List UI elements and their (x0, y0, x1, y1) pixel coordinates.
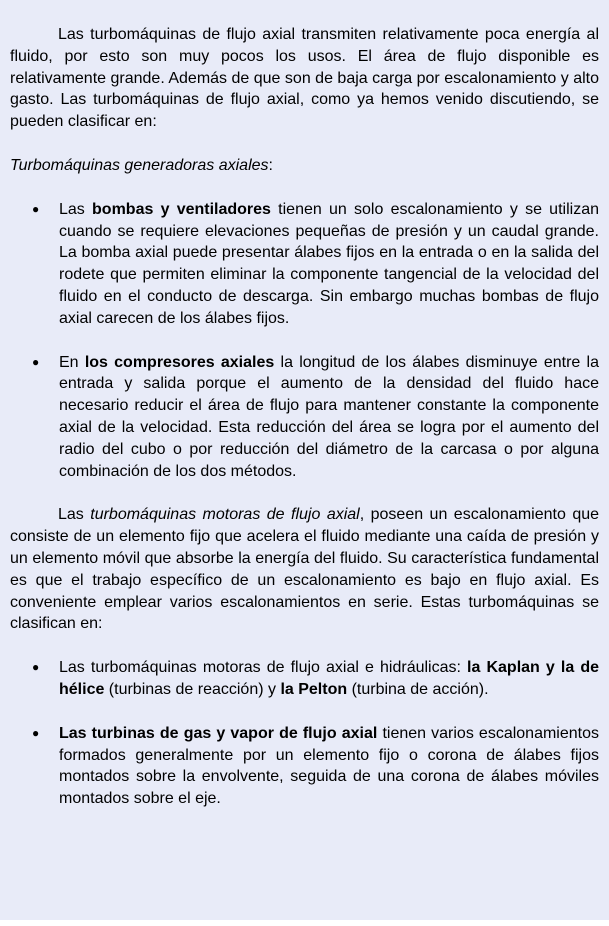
item-text: la longitud de los álabes disminuye entre la entrada y salida porque el aumento de la densidad del fluido hace necesario reducir el área de flujo para mantener constante la componente axial de la velocidad. Esta reducción del área se logra por el aumento del radio del cubo o por reducción del diámetro de la carcasa o por alguna combinación de los dos métodos. (59, 353, 600, 480)
generadoras-heading-line (10, 155, 599, 177)
list-item-hidraulicas (10, 657, 599, 701)
motoras-list (10, 657, 599, 810)
item-text: tienen un solo escalonamiento y se utilizan cuando se requiere elevaciones pequeñas de presión y un caudal grande. La bomba axial puede presentar álabes fijos en la entrada o en la salida del rodete que permiten eliminar la componente tangencial de la velocidad del fluido en el conducto de descarga. Sin embargo muchas bombas de flujo axial carecen de los álabes fijos. (59, 200, 599, 327)
item-bold-term: bombas y ventiladores (92, 200, 271, 218)
item-text: Las (59, 200, 93, 218)
paragraph-text: , poseen un escalonamiento que consiste de un elemento fijo que acelera el fluido mediante una caída de presión y un elemento móvil que absorbe la energía del fluido. Su característica fundamental es que el trabajo específico de un escalonamiento es bajo en flujo axial. Es conveniente emplear varios escalonamientos en serie. Estas turbomáquinas se clasifican en: (10, 506, 600, 633)
paragraph-italic-term: turbomáquinas motoras de flujo axial (90, 506, 360, 524)
bullet-icon: ● (32, 201, 40, 216)
item-text: tienen varios escalonamientos formados generalmente por un elemento fijo o corona de álabes fijos montados sobre la envolvente, seguida de una corona de álabes móviles montados sobre el eje. (59, 724, 600, 808)
list-item-compresores (10, 352, 599, 483)
item-text: (turbinas de reacción) y (104, 680, 281, 698)
list-item-bombas (10, 199, 599, 330)
bullet-icon: ● (32, 725, 40, 740)
item-text: (turbina de acción). (347, 680, 489, 698)
bullet-icon: ● (32, 354, 40, 369)
generadoras-list (10, 199, 599, 483)
item-bold-term: los compresores axiales (84, 353, 275, 371)
motoras-paragraph (10, 504, 599, 635)
item-bold-term: la Kaplan y la de hélice (59, 659, 599, 698)
item-text: En (59, 353, 85, 371)
item-bold-term: la Pelton (280, 680, 348, 698)
heading-colon: : (268, 156, 273, 174)
paragraph-text: Las (58, 506, 91, 524)
item-text: Las turbomáquinas motoras de flujo axial e hidráulicas: (59, 659, 468, 677)
item-bold-term: Las turbinas de gas y vapor de flujo axial (59, 724, 378, 742)
list-item-turbinas-gas-vapor (10, 723, 599, 810)
bottom-margin-strip (0, 920, 609, 926)
intro-paragraph: Las turbomáquinas de flujo axial transmiten relativamente poca energía al fluido, por esto son muy pocos los usos. El área de flujo disponible es relativamente grande. Además de que son de baja carga por escalonamiento y alto gasto. Las turbomáquinas de flujo axial, como ya hemos venido discutiendo, se pueden clasificar en: (10, 26, 599, 131)
bullet-icon: ● (32, 660, 40, 675)
generadoras-heading: Turbomáquinas generadoras axiales (10, 156, 269, 174)
